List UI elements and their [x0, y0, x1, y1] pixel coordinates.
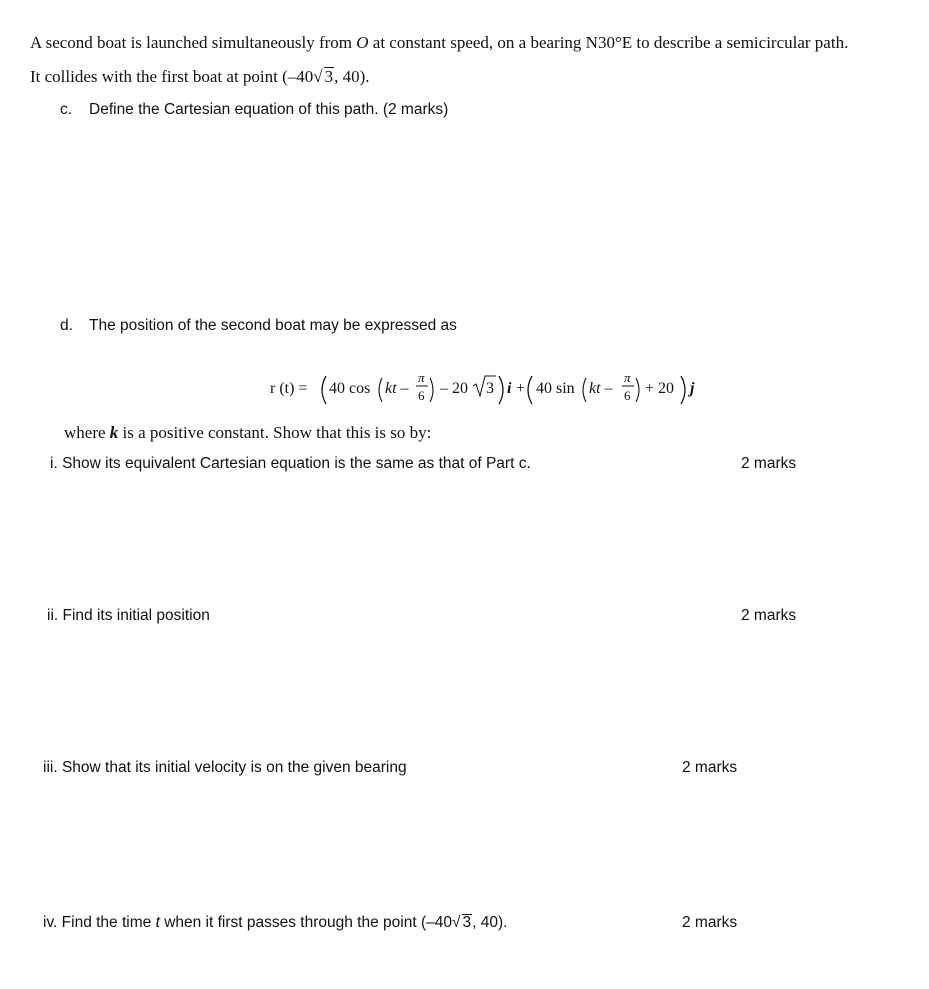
eq-sin: 40 sin: [536, 380, 575, 397]
eq-plus: +: [516, 380, 526, 397]
marks-iv: 2 marks: [682, 914, 738, 931]
sqrt-symbol: √: [451, 914, 461, 931]
paren-close: [636, 378, 639, 402]
subpart-text: Show its equivalent Cartesian equation is the same as that of Part c.: [62, 455, 531, 472]
subpart-ii: [47, 607, 210, 625]
paren-close: [681, 376, 685, 404]
eq-pi-2: π: [624, 370, 631, 385]
origin-symbol: O: [356, 33, 369, 52]
eq-kt: kt –: [385, 380, 409, 397]
subpart-iv: [43, 914, 507, 932]
subpart-i: [50, 455, 531, 473]
radicand: 3: [462, 914, 472, 931]
eq-six: 6: [418, 388, 425, 403]
intro-text-2-end: , 40).: [334, 67, 370, 86]
eq-root: 3: [486, 380, 494, 397]
t-symbol: t: [155, 914, 160, 931]
intro-text-2: It collides with the first boat at point (–40: [30, 67, 314, 86]
marks-iii: 2 marks: [682, 759, 738, 776]
subpart-text: Find the time: [61, 914, 156, 931]
eq-kt-2: kt –: [589, 380, 613, 397]
intro-text: A second boat is launched simultaneously from: [30, 33, 357, 52]
paren-close: [499, 376, 503, 404]
eq-six-2: 6: [624, 388, 631, 403]
where-clause: [64, 423, 431, 443]
sqrt-symbol: √: [313, 67, 323, 86]
k-symbol: k: [109, 423, 119, 442]
part-d-label: d.: [60, 317, 73, 334]
eq-cos: 40 cos: [329, 380, 371, 397]
paren-open: [379, 378, 382, 402]
subpart-label: iv.: [43, 914, 58, 931]
intro-line-1: [30, 33, 848, 53]
where-text: where: [64, 423, 110, 442]
intro-line-2: [30, 67, 370, 87]
subpart-text: Show that its initial velocity is on the given bearing: [61, 759, 407, 776]
position-equation: [270, 366, 710, 418]
subpart-text-end: , 40).: [472, 914, 508, 931]
paren-open: [322, 376, 326, 404]
subpart-label: i.: [50, 455, 58, 472]
part-d-question: The position of the second boat may be expressed as: [89, 317, 457, 334]
part-c-question: Define the Cartesian equation of this path. (2 marks): [89, 101, 449, 118]
marks-i: 2 marks: [741, 455, 797, 472]
paren-open: [583, 378, 586, 402]
paren-close: [430, 378, 433, 402]
part-c-label: c.: [60, 101, 73, 118]
intro-text-cont: at constant speed, on a bearing N30°E to describe a semicircular path.: [368, 33, 849, 52]
subpart-text: Find its initial position: [62, 607, 210, 624]
subpart-text-cont: when it first passes through the point (–40: [159, 914, 452, 931]
subpart-iii: [43, 759, 407, 777]
subpart-label: ii.: [47, 607, 59, 624]
marks-ii: 2 marks: [741, 607, 797, 624]
eq-pi: π: [418, 370, 425, 385]
eq-plus20: + 20: [645, 380, 675, 397]
equation-svg: [270, 366, 710, 418]
eq-i: i: [507, 380, 512, 397]
subpart-label: iii.: [43, 759, 58, 776]
eq-j: j: [690, 380, 695, 397]
where-text-cont: is a positive constant. Show that this is so by:: [118, 423, 432, 442]
eq-minus20: – 20: [440, 380, 468, 397]
paren-open: [528, 376, 532, 404]
eq-lhs: r (t) =: [270, 380, 308, 397]
radicand: 3: [324, 67, 334, 86]
